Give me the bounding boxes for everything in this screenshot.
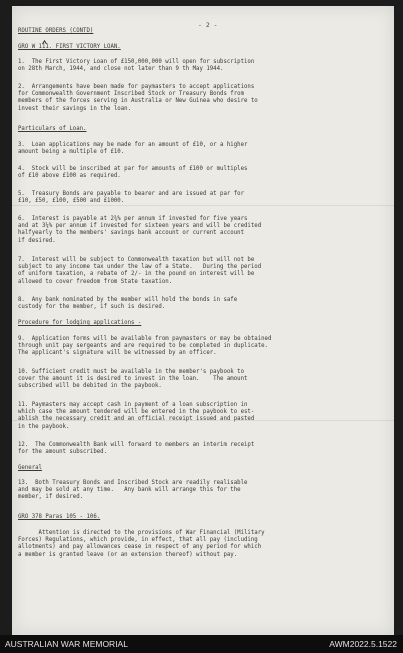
paragraph-13 xyxy=(18,480,370,502)
text-line: 8. Any bank nominated by the member will hold the bonds in safe xyxy=(18,297,238,303)
text-line: 10. Sufficient credit must be available in the member's paybook to xyxy=(18,369,244,375)
archive-footer xyxy=(0,635,403,653)
text-line: 4. Stock will be inscribed at par for amounts of £100 or multiples xyxy=(18,166,248,172)
text-line: in the paybook. xyxy=(18,423,70,430)
paragraph-12 xyxy=(18,442,370,456)
text-line: 7. Interest will be subject to Commonwealth taxation but will not be xyxy=(18,257,255,263)
text-line: 11. Paymasters may accept cash in payment of a loan subscription in xyxy=(18,402,248,408)
text-line: allotments) and pay allowances cease in respect of any period for which xyxy=(18,544,262,551)
text-line: for Commonwealth Government Inscribed Stock or Treasury Bonds from xyxy=(18,91,244,98)
text-line: subscribed will be debited in the paybook. xyxy=(18,383,162,390)
text-line: and at 3¼% per annum if invested for sixteen years and will be credited xyxy=(18,223,262,230)
text-line: 9. Application forms will be available from paymasters or may be obtained xyxy=(18,336,272,342)
text-line: custody for the member, if such is desired. xyxy=(18,304,166,311)
paragraph-6 xyxy=(18,216,370,245)
heading-continued: ROUTINE ORDERS (CONTD) xyxy=(18,28,94,34)
text-line: members of the forces serving in Australia or New Guinea who desire to xyxy=(18,98,258,105)
footer-institution: AUSTRALIAN WAR MEMORIAL xyxy=(5,639,128,649)
paragraph-2 xyxy=(18,84,370,113)
text-line: 12. The Commonwealth Bank will forward to members an interim receipt xyxy=(18,442,255,448)
text-line: cover the amount it is desired to invest in the loan. The amount xyxy=(18,376,248,383)
paragraph-10 xyxy=(18,369,370,391)
text-line: invest their savings in the loan. xyxy=(18,105,131,112)
text-line: if desired. xyxy=(18,237,56,244)
text-line: 13. Both Treasury Bonds and Inscribed Stock are readily realisable xyxy=(18,480,248,486)
subheading-particulars: Particulars of Loan. xyxy=(18,126,87,132)
paragraph-9 xyxy=(18,336,370,358)
paragraph-7 xyxy=(18,257,370,286)
text-line: 2. Arrangements have been made for paymasters to accept applications xyxy=(18,84,255,90)
text-line: a member is granted leave (or an extension thereof) without pay. xyxy=(18,551,238,558)
text-line: amount being a multiple of £10. xyxy=(18,149,125,156)
text-line: 6. Interest is payable at 2¾% per annum if invested for five years xyxy=(18,216,248,222)
text-line: on 28th March, 1944, and close not later than 9 th May 1944. xyxy=(18,66,224,73)
text-line: £10, £50, £100, £500 and £1000. xyxy=(18,198,125,205)
subheading-procedure: Procedure for lodging applications - xyxy=(18,320,142,326)
text-line: for the amount subscribed. xyxy=(18,449,108,456)
gro-378-heading: GRO 378 Paras 105 - 106. xyxy=(18,514,101,520)
paragraph-1 xyxy=(18,59,370,73)
text-line: halfyearly to the members' savings bank account or current account xyxy=(18,230,244,237)
paragraph-11 xyxy=(18,402,370,431)
order-111-heading: GRO W 111. FIRST VICTORY LOAN. xyxy=(18,44,121,50)
text-line: allowed to cover freedom from State taxation. xyxy=(18,278,173,285)
paragraph-3 xyxy=(18,142,370,156)
text-line: Attention is directed to the provisions of War Financial (Military xyxy=(18,530,265,536)
gro-378-paragraph xyxy=(18,530,370,559)
page-number: - 2 - xyxy=(198,21,218,29)
text-line: which case the amount tendered will be entered in the paybook to est- xyxy=(18,409,255,416)
paragraph-4 xyxy=(18,166,370,180)
text-line: through unit pay sergeants and are required to be completed in duplicate. xyxy=(18,343,268,350)
text-line: ablish the necessary credit and an official receipt issued and pasted xyxy=(18,416,255,423)
paragraph-8 xyxy=(18,297,370,311)
text-line: 1. The First Victory Loan of £150,000,000 will open for subscription xyxy=(18,59,255,65)
footer-accession-number: AWM2022.5.1522 xyxy=(329,639,397,649)
text-line: member, if desired. xyxy=(18,494,84,501)
paragraph-5 xyxy=(18,191,370,205)
text-line: subject to any income tax under the law of a State. During the period xyxy=(18,264,262,271)
text-line: The applicant's signature will be witnessed by an officer. xyxy=(18,350,217,357)
text-line: and may be sold at any time. Any bank will arrange this for the xyxy=(18,487,241,494)
text-line: 3. Loan applications may be made for an amount of £10, or a higher xyxy=(18,142,248,148)
text-line: of £10 above £100 as required. xyxy=(18,173,121,180)
subheading-general: General xyxy=(18,465,42,471)
text-line: of uniform taxation, a rebate of 2/- in the pound on interest will be xyxy=(18,271,255,278)
text-line: 5. Treasury Bonds are payable to bearer and are issued at par for xyxy=(18,191,244,197)
text-line: Forces) Regulations, which provide, in effect, that all pay (including xyxy=(18,537,258,544)
